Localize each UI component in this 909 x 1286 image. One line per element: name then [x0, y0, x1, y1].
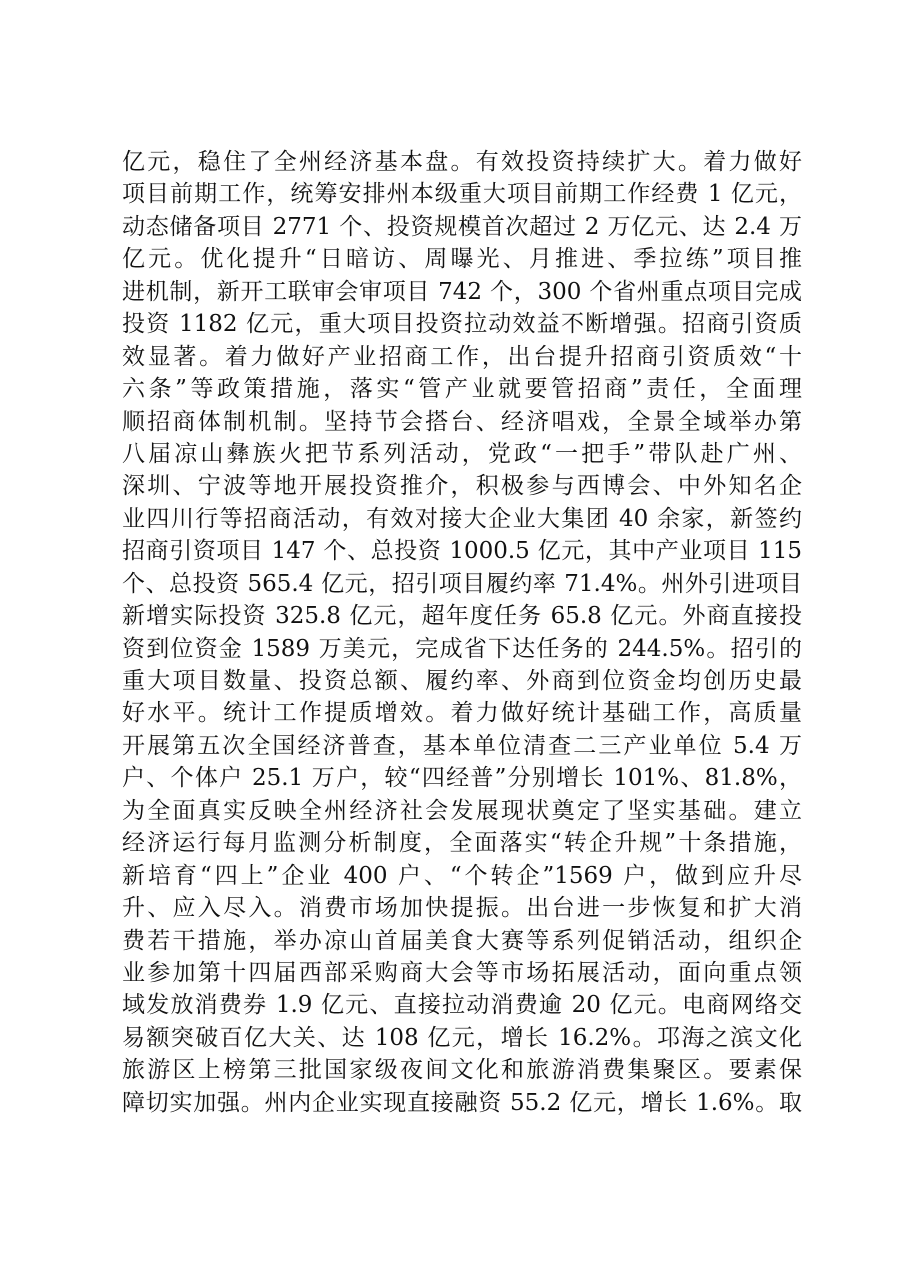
- text-line: 为全面真实反映全州经济社会发展现状奠定了坚实基础。建立: [122, 797, 802, 824]
- text-line: 项目前期工作，统筹安排州本级重大项目前期工作经费 1 亿元，: [122, 181, 802, 208]
- text-line: 业参加第十四届西部采购商大会等市场拓展活动，面向重点领: [122, 959, 802, 986]
- text-line: 亿元，稳住了全州经济基本盘。有效投资持续扩大。着力做好: [122, 149, 802, 175]
- text-line: 业四川行等招商活动，有效对接大企业大集团 40 余家，新签约: [122, 505, 802, 532]
- text-line: 个、总投资 565.4 亿元，招引项目履约率 71.4%。州外引进项目: [122, 570, 802, 597]
- text-line: 重大项目数量、投资总额、履约率、外商到位资金均创历史最: [122, 668, 802, 694]
- text-line: 深圳、宁波等地开展投资推介，积极参与西博会、中外知名企: [122, 473, 802, 500]
- text-line: 旅游区上榜第三批国家级夜间文化和旅游消费集聚区。要素保: [122, 1057, 802, 1084]
- text-line: 域发放消费券 1.9 亿元、直接拉动消费逾 20 亿元。电商网络交: [122, 992, 802, 1019]
- text-line: 亿元。优化提升“日暗访、周曝光、月推进、季拉练”项目推: [122, 246, 802, 273]
- text-line: 新增实际投资 325.8 亿元，超年度任务 65.8 亿元。外商直接投: [122, 603, 802, 630]
- text-line: 开展第五次全国经济普查，基本单位清查二三产业单位 5.4 万: [122, 732, 802, 759]
- text-line: 进机制，新开工联审会审项目 742 个，300 个省州重点项目完成: [122, 278, 802, 305]
- text-line: 顺招商体制机制。坚持节会搭台、经济唱戏，全景全域举办第: [122, 408, 802, 435]
- text-line: 障切实加强。州内企业实现直接融资 55.2 亿元，增长 1.6%。取: [122, 1089, 802, 1116]
- text-line: 效显著。着力做好产业招商工作，出台提升招商引资质效“十: [122, 343, 802, 370]
- text-line: 六条”等政策措施，落实“管产业就要管招商”责任，全面理: [122, 376, 802, 403]
- text-line: 动态储备项目 2771 个、投资规模首次超过 2 万亿元、达 2.4 万: [122, 213, 802, 240]
- text-line: 费若干措施，举办凉山首届美食大赛等系列促销活动，组织企: [122, 927, 802, 954]
- text-line: 新培育“四上”企业 400 户、“个转企”1569 户，做到应升尽: [122, 862, 802, 889]
- text-line: 升、应入尽入。消费市场加快提振。出台进一步恢复和扩大消: [122, 895, 802, 922]
- text-line: 资到位资金 1589 万美元，完成省下达任务的 244.5%。招引的: [122, 635, 802, 662]
- text-line: 八届凉山彝族火把节系列活动，党政“一把手”带队赴广州、: [122, 440, 802, 467]
- text-line: 投资 1182 亿元，重大项目投资拉动效益不断增强。招商引资质: [122, 311, 802, 338]
- text-line: 经济运行每月监测分析制度，全面落实“转企升规”十条措施，: [122, 830, 802, 857]
- body-text: [122, 146, 802, 1119]
- text-line: 招商引资项目 147 个、总投资 1000.5 亿元，其中产业项目 115: [122, 538, 802, 565]
- text-line: 好水平。统计工作提质增效。着力做好统计基础工作，高质量: [122, 700, 802, 727]
- text-line: 易额突破百亿大关、达 108 亿元，增长 16.2%。邛海之滨文化: [122, 1024, 802, 1051]
- text-line: 户、个体户 25.1 万户，较“四经普”分别增长 101%、81.8%，: [122, 765, 802, 792]
